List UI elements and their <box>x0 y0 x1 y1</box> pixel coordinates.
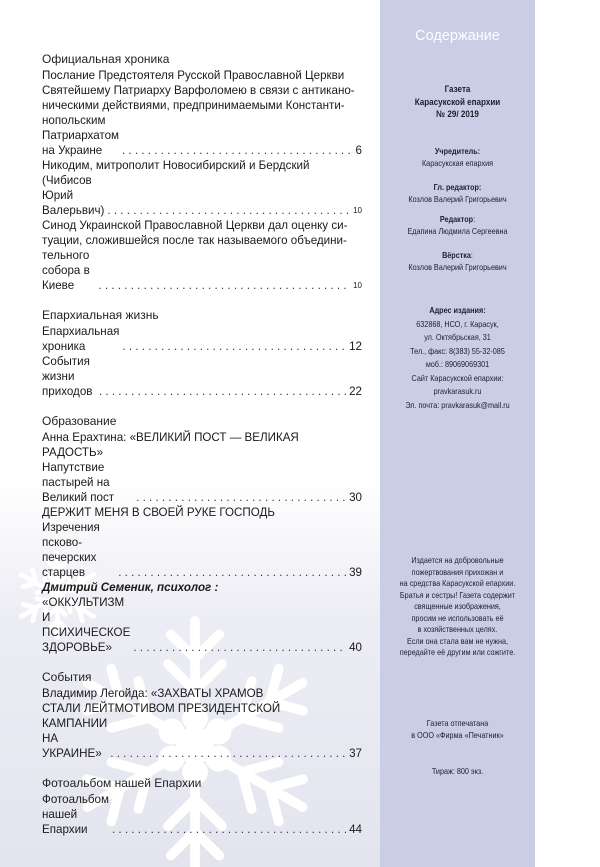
address-label: Адрес издания: <box>429 305 486 315</box>
entry-line: События жизни приходов <box>42 355 93 398</box>
toc-section-education <box>42 414 362 655</box>
entry-line: туации, сложившейся после так называемого объедини- <box>42 234 347 247</box>
entry-line: Святейшему Патриарху Варфоломею в связи с антикано- <box>42 84 355 97</box>
email[interactable]: Эл. почта: pravkarasuk@mail.ru <box>405 399 510 410</box>
site-label: Сайт Карасукской епархии: <box>411 372 504 383</box>
chief-editor: Козлов Валерий Григорьевич <box>408 193 507 204</box>
layout-designer: Козлов Валерий Григорьевич <box>408 261 507 272</box>
entry-line: КАМПАНИИ НА УКРАИНЕ» <box>42 717 108 760</box>
entry-line: ДЕРЖИТ МЕНЯ В СВОЕЙ РУКЕ ГОСПОДЬ <box>42 506 275 519</box>
page-number: 22 <box>349 385 362 398</box>
page-number: 37 <box>349 747 362 760</box>
toc-entry[interactable] <box>42 505 362 520</box>
entry-line: «ОККУЛЬТИЗМ И ПСИХИЧЕСКОЕ ЗДОРОВЬЕ» <box>42 596 131 654</box>
phone: Тел., факс: 8(383) 55-32-085 <box>410 345 505 356</box>
founder-label: Учредитель: <box>434 146 481 156</box>
entry-line: СТАЛИ ЛЕЙТМОТИВОМ ПРЕЗИДЕНТСКОЙ <box>42 702 281 715</box>
leader-dots <box>110 746 346 761</box>
leader-dots <box>118 565 346 580</box>
leader-dots <box>107 203 350 218</box>
toc-section-official <box>42 52 362 293</box>
table-of-contents <box>42 52 362 852</box>
leader-dots <box>112 822 346 837</box>
page-number: 39 <box>349 566 362 579</box>
page-number: 44 <box>349 823 362 836</box>
address: 632868, НСО, г. Карасук, <box>416 318 499 329</box>
entry-author: Дмитрий Семеник, психолог : <box>42 581 219 594</box>
entry-line: Изречения псково-печерских старцев <box>42 521 100 579</box>
address-block <box>392 304 524 412</box>
chief-editor-block <box>392 182 524 205</box>
contents-heading: Содержание <box>415 28 500 44</box>
section-title: Официальная хроника <box>42 52 170 66</box>
notice-block <box>392 555 524 659</box>
issue-number: № 29/ 2019 <box>436 109 479 120</box>
paper-title-block <box>392 84 524 122</box>
leader-dots <box>99 384 346 399</box>
section-title: События <box>42 670 92 684</box>
leader-dots <box>136 490 346 505</box>
notice-line: Если она стала вам не нужна, <box>406 635 509 646</box>
circulation: Тираж: 800 экз. <box>431 766 484 776</box>
toc-section-events <box>42 670 362 761</box>
paper-title: Газета <box>444 84 471 95</box>
printer-line: в ООО «Фирма «Печатник» <box>411 729 504 740</box>
toc-entry[interactable] <box>42 580 362 655</box>
founder-block <box>392 146 524 169</box>
toc-entry[interactable] <box>42 218 362 293</box>
toc-entry[interactable] <box>42 324 362 354</box>
mobile: моб.: 89069069301 <box>425 359 490 369</box>
masthead-sidebar <box>380 0 535 867</box>
editor: Едапина Людмила Сергеевна <box>407 225 508 236</box>
editor-colon: : <box>473 214 476 224</box>
leader-dots <box>122 143 353 158</box>
notice-line: священные изображения, <box>414 601 501 611</box>
entry-line: РАДОСТЬ» Напутствие пастырей на Великий пост <box>42 446 115 504</box>
toc-section-photo-album <box>42 776 362 837</box>
notice-line: в хозяйственных целях. <box>417 624 498 634</box>
page-number: 10 <box>353 206 362 215</box>
site-link[interactable]: pravkarasuk.ru <box>433 386 482 396</box>
notice-line: Издается на добровольные <box>411 555 504 565</box>
toc-entry[interactable] <box>42 686 362 761</box>
entry-line: ническими действиями, предпринимаемыми Константи- <box>42 99 345 112</box>
entry-line: (Чибисов Юрий Валерьвич) <box>42 174 105 217</box>
toc-entry[interactable] <box>42 68 362 158</box>
entry-line: Владимир Легойда: «ЗАХВАТЫ ХРАМОВ <box>42 687 264 700</box>
entry-line: Епархиальная хроника <box>42 325 120 353</box>
toc-entry[interactable] <box>42 792 362 837</box>
layout-block <box>392 250 524 273</box>
page-number: 12 <box>349 340 362 353</box>
chief-editor-label: Гл. редактор: <box>433 182 482 192</box>
section-title: Епархиальная жизнь <box>42 308 159 322</box>
entry-line: Никодим, митрополит Новосибирский и Бердский <box>42 159 310 172</box>
notice-line: на средства Карасукской епархии. <box>399 578 516 588</box>
layout-label: Вёрстка <box>442 250 471 260</box>
entry-line: Фотоальбом нашей Епархии <box>42 793 109 836</box>
entry-line: Анна Ерахтина: «ВЕЛИКИЙ ПОСТ — ВЕЛИКАЯ <box>42 431 299 444</box>
printer-line: Газета отпечатана <box>426 718 489 728</box>
page-number: 30 <box>349 491 362 504</box>
layout-colon: : <box>470 250 473 260</box>
editor-block <box>392 214 524 237</box>
page-number: 40 <box>349 641 362 654</box>
page-number: 10 <box>353 281 362 290</box>
toc-entry[interactable] <box>42 430 362 505</box>
paper-title: Карасукской епархии <box>414 96 501 108</box>
address: ул. Октябрьская, 31 <box>424 332 491 342</box>
entry-line: Послание Предстоятеля Русской Православной Церкви <box>42 69 345 82</box>
entry-line: нопольским Патриархатом на Украине <box>42 114 119 157</box>
notice-line: пожертвования прихожан и <box>411 566 504 577</box>
entry-line: Синод Украинской Православной Церкви дал оценку си- <box>42 219 348 232</box>
section-title: Образование <box>42 414 117 428</box>
leader-dots <box>99 278 351 293</box>
page-number: 6 <box>355 144 362 157</box>
notice-line: просим не использовать её <box>411 612 504 623</box>
leader-dots <box>122 339 346 354</box>
toc-entry[interactable] <box>42 520 362 580</box>
founder: Карасукская епархия <box>421 157 494 168</box>
toc-section-eparchy-life <box>42 308 362 399</box>
leader-dots <box>133 640 346 655</box>
section-title: Фотоальбом нашей Епархии <box>42 776 202 790</box>
toc-entry[interactable] <box>42 158 362 218</box>
printer-block <box>392 718 524 741</box>
entry-line: тельного собора в Киеве <box>42 249 90 292</box>
notice-line: Братья и сестры! Газета содержит <box>399 589 516 600</box>
editor-label: Редактор <box>439 214 474 224</box>
toc-entry[interactable] <box>42 354 362 399</box>
notice-line: передайте её другим или сожгите. <box>399 647 516 657</box>
